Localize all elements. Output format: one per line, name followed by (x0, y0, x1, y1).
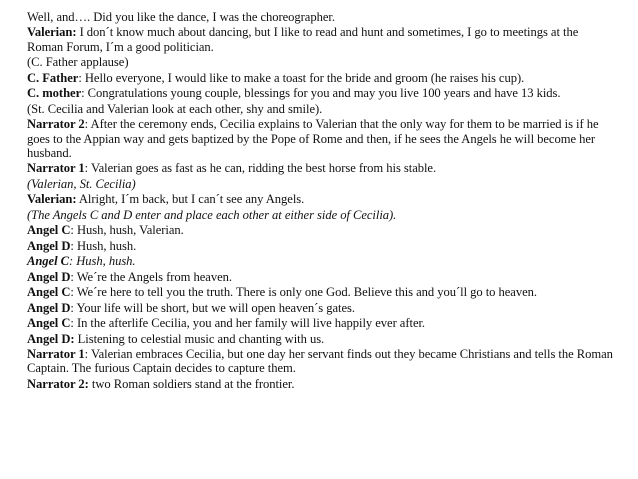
line-text: : Valerian embraces Cecilia, but one day her servant finds out they became Christians and tells the Roman Captain. The furious Captain decides to capture them. (27, 347, 613, 376)
script-line (27, 332, 617, 346)
play-script (27, 10, 617, 392)
script-line (27, 285, 617, 299)
script-line (27, 347, 617, 376)
speaker-name: C. Father (27, 70, 79, 85)
line-text: : Hush, hush. (70, 238, 137, 253)
script-line (27, 25, 617, 54)
line-text: : After the ceremony ends, Cecilia explains to Valerian that the only way for them to be married is if he goes to the Appian way and gets baptized by the Pope of Rome and then, if he sees the Angels he will become her husband. (27, 117, 599, 160)
speaker-name: Narrator 1 (27, 161, 85, 176)
script-line (27, 192, 617, 206)
speaker-name: Valerian: (27, 25, 77, 40)
script-line (27, 377, 617, 391)
script-line (27, 86, 617, 100)
speaker-name: Angel C (27, 254, 69, 269)
speaker-name: Angel D (27, 269, 71, 284)
line-text: Well, and…. Did you like the dance, I was the choreographer. (27, 10, 335, 24)
speaker-name: Valerian: (27, 192, 77, 207)
speaker-name: Narrator 1 (27, 347, 85, 362)
script-line (27, 239, 617, 253)
line-text: : Hush, hush. (69, 254, 136, 269)
script-line (27, 223, 617, 237)
line-text: (The Angels C and D enter and place each other at either side of Cecilia). (27, 207, 397, 222)
speaker-name: C. mother (27, 86, 82, 101)
speaker-name: Angel C (27, 285, 71, 300)
line-text: (C. Father applause) (27, 55, 129, 70)
script-line (27, 161, 617, 175)
script-line (27, 55, 617, 69)
line-text: I don´t know much about dancing, but I like to read and hunt and sometimes, I go to meetings at the Roman Forum, I´m a good politician. (27, 25, 579, 54)
line-text: : In the afterlife Cecilia, you and her family will live happily ever after. (70, 316, 426, 331)
line-text: two Roman soldiers stand at the frontier. (88, 376, 295, 391)
script-line (27, 270, 617, 284)
speaker-name: Angel C (27, 316, 71, 331)
line-text: : We´re here to tell you the truth. There is only one God. Believe this and you´ll go to heaven. (70, 285, 537, 300)
speaker-name: Angel D (27, 300, 71, 315)
script-line (27, 254, 617, 268)
line-text: : Congratulations young couple, blessings for you and may you live 100 years and have 13 kids. (81, 86, 561, 101)
line-text: Alright, I´m back, but I can´t see any Angels. (76, 192, 305, 207)
speaker-name: Narrator 2: (27, 376, 89, 391)
script-line (27, 208, 617, 222)
speaker-name: Narrator 2 (27, 117, 85, 132)
script-line (27, 177, 617, 191)
line-text: : We´re the Angels from heaven. (70, 269, 232, 284)
line-text: : Your life will be short, but we will open heaven´s gates. (70, 300, 355, 315)
speaker-name: Angel C (27, 223, 71, 238)
speaker-name: Angel D: (27, 331, 75, 346)
line-text: (Valerian, St. Cecilia) (27, 176, 136, 191)
script-line (27, 102, 617, 116)
line-text: Listening to celestial music and chanting with us. (74, 331, 325, 346)
script-line (27, 10, 617, 24)
script-line (27, 71, 617, 85)
line-text: : Hush, hush, Valerian. (70, 223, 184, 238)
line-text: : Hello everyone, I would like to make a toast for the bride and groom (he raises his cup). (78, 70, 525, 85)
script-line (27, 316, 617, 330)
script-line (27, 117, 617, 160)
line-text: (St. Cecilia and Valerian look at each other, shy and smile). (27, 101, 323, 116)
speaker-name: Angel D (27, 238, 71, 253)
line-text: : Valerian goes as fast as he can, ridding the best horse from his stable. (84, 161, 437, 176)
script-line (27, 301, 617, 315)
